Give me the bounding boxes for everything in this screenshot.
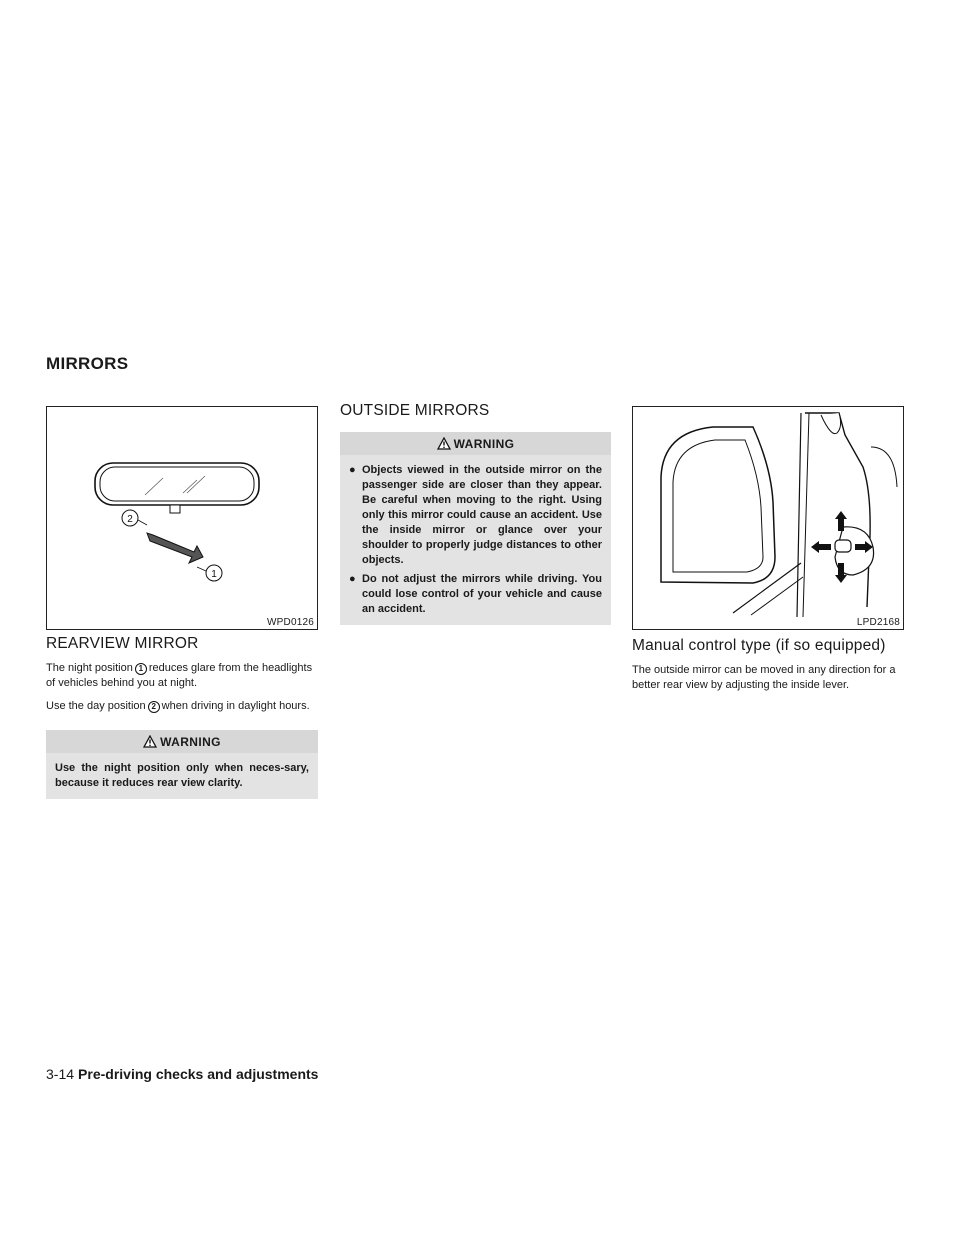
night-position-paragraph: The night position 1 reduces glare from the headlights of vehicles behind you at night. <box>46 662 313 689</box>
figure-code: LPD2168 <box>856 617 900 628</box>
day-position-paragraph: Use the day position 2 when driving in daylight hours. <box>46 700 310 712</box>
rearview-mirror-figure <box>46 406 318 630</box>
figure-code: WPD0126 <box>267 617 314 628</box>
rearview-mirror-heading: REARVIEW MIRROR <box>46 635 199 652</box>
outside-mirror-figure <box>632 406 904 630</box>
warning-triangle-icon <box>143 735 157 748</box>
warning-text: Use the night position only when neces-sary, because it reduces rear view clarity. <box>55 762 309 789</box>
manual-control-heading: Manual control type (if so equipped) <box>632 637 886 654</box>
outside-mirrors-heading: OUTSIDE MIRRORS <box>340 402 490 419</box>
bullet: ● <box>349 464 356 476</box>
warning-item: ● Do not adjust the mirrors while driving. You could lose control of your vehicle and cause an accident. <box>349 573 602 615</box>
page-number: 3-14 <box>46 1066 75 1082</box>
manual-control-text: The outside mirror can be moved in any direction for a better rear view by adjusting the inside lever. <box>632 664 896 691</box>
rearview-mirror-illustration <box>47 407 317 629</box>
callout-1: 1 <box>211 569 217 580</box>
section-title: MIRRORS <box>46 354 129 373</box>
callout-1-icon: 1 <box>135 663 147 675</box>
rearview-warning-box <box>46 730 318 799</box>
chapter-title: Pre-driving checks and adjustments <box>78 1066 319 1082</box>
callout-2: 2 <box>127 514 133 525</box>
bullet: ● <box>349 573 356 585</box>
warning-header: WARNING <box>340 432 611 455</box>
outside-warning-box <box>340 432 611 625</box>
warning-item: ● Objects viewed in the outside mirror on the passenger side are closer than they appear. Be careful when moving to the right. Using only this mirror could cause an accident. Use the inside mirror or glance over your shoulder to properly judge distances to other objects. <box>349 464 602 566</box>
callout-2-icon: 2 <box>148 701 160 713</box>
page-footer <box>46 1066 318 1082</box>
warning-header: WARNING <box>46 730 318 753</box>
outside-mirror-illustration <box>633 407 903 629</box>
warning-triangle-icon <box>437 437 451 450</box>
